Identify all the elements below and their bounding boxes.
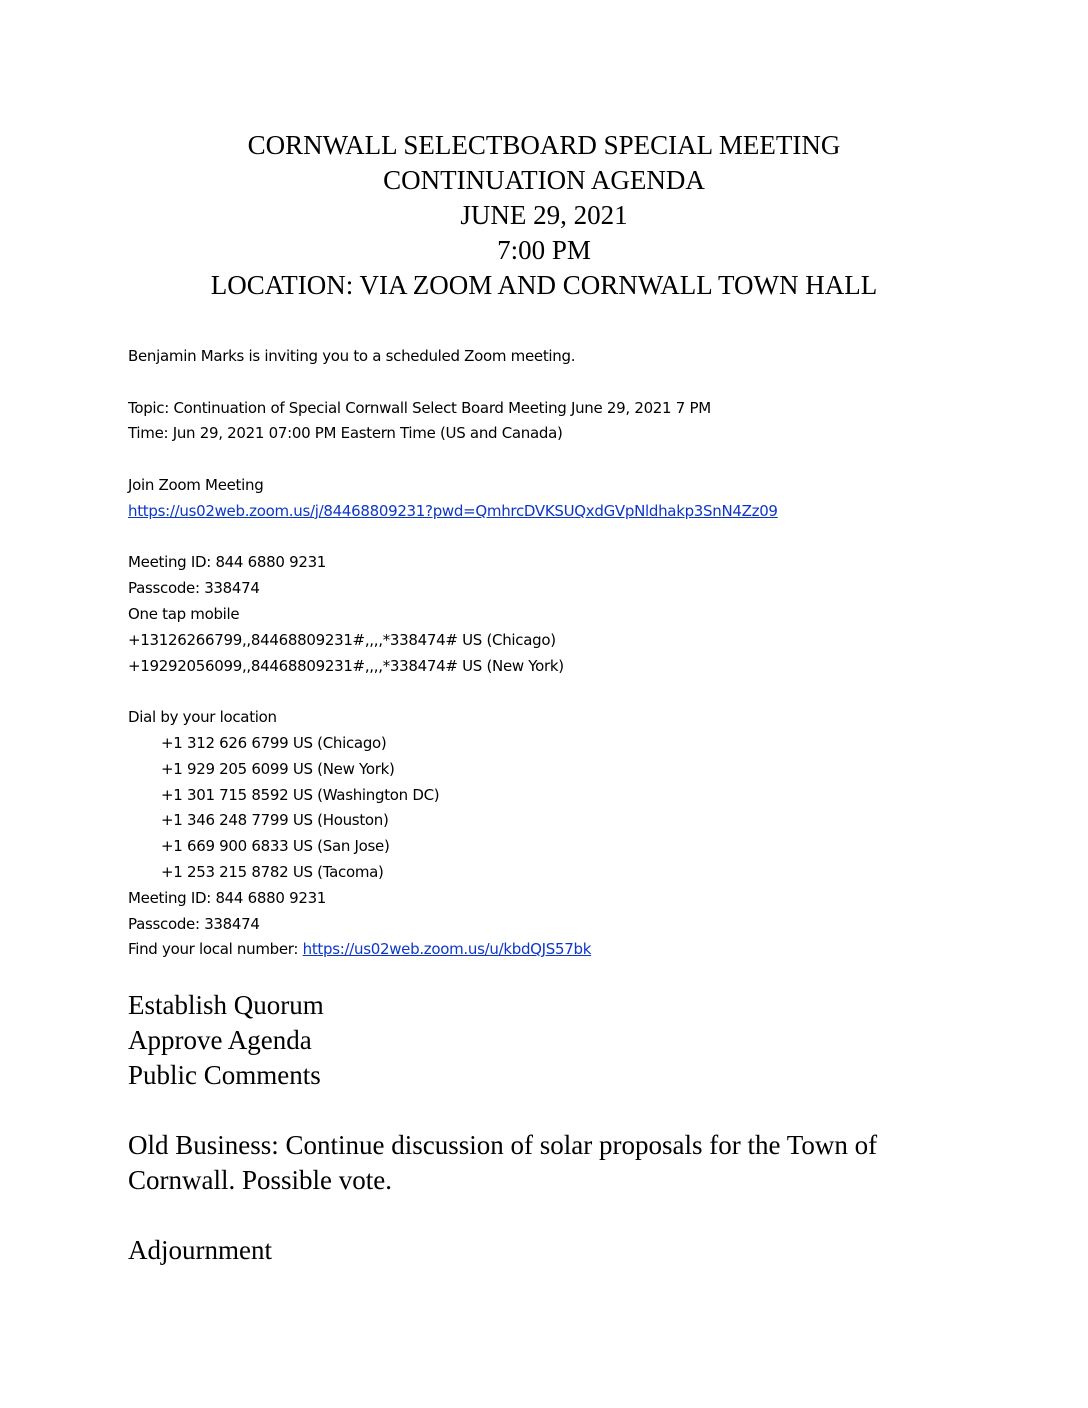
agenda-items xyxy=(128,988,1028,1268)
spacer xyxy=(128,1093,1028,1128)
spacer xyxy=(128,1198,1028,1233)
meeting-topic: Topic: Continuation of Special Cornwall Select Board Meeting June 29, 2021 7 PM xyxy=(128,398,711,417)
agenda-item: Public Comments xyxy=(128,1060,321,1090)
join-label: Join Zoom Meeting xyxy=(128,475,264,494)
spacer xyxy=(128,370,1028,396)
one-tap-number: +13126266799,,84468809231#,,,,*338474# US (Chicago) xyxy=(128,630,556,649)
find-local-number-link[interactable]: https://us02web.zoom.us/u/kbdQJS57bk xyxy=(302,940,592,959)
dial-number: +1 253 215 8782 US (Tacoma) xyxy=(161,862,384,881)
join-link-row xyxy=(128,499,1028,525)
spacer xyxy=(128,447,1028,473)
adjournment: Adjournment xyxy=(128,1235,272,1265)
zoom-invitation xyxy=(128,344,1028,963)
document-header xyxy=(0,128,1088,303)
spacer xyxy=(128,525,1028,551)
passcode: Passcode: 338474 xyxy=(128,579,260,598)
dial-number: +1 312 626 6799 US (Chicago) xyxy=(161,733,387,752)
find-local-row xyxy=(128,937,1028,963)
agenda-item: Establish Quorum xyxy=(128,990,324,1020)
dial-number: +1 301 715 8592 US (Washington DC) xyxy=(161,785,440,804)
find-local-label: Find your local number: xyxy=(128,940,303,959)
passcode-repeat: Passcode: 338474 xyxy=(128,914,260,933)
header-date: JUNE 29, 2021 xyxy=(460,200,628,230)
header-location: LOCATION: VIA ZOOM AND CORNWALL TOWN HALL xyxy=(210,270,878,300)
agenda-item: Approve Agenda xyxy=(128,1025,312,1055)
invite-text: Benjamin Marks is inviting you to a scheduled Zoom meeting. xyxy=(128,347,576,365)
meeting-id-repeat: Meeting ID: 844 6880 9231 xyxy=(128,888,327,907)
old-business-line: Cornwall. Possible vote. xyxy=(128,1165,392,1195)
header-time: 7:00 PM xyxy=(497,235,591,265)
join-meeting-link[interactable]: https://us02web.zoom.us/j/84468809231?pwd=QmhrcDVKSUQxdGVpNldhakp3SnN4Zz09 xyxy=(128,501,778,520)
dial-number: +1 346 248 7799 US (Houston) xyxy=(161,811,389,830)
meeting-id: Meeting ID: 844 6880 9231 xyxy=(128,553,327,572)
one-tap-number: +19292056099,,84468809231#,,,,*338474# US (New York) xyxy=(128,656,564,675)
one-tap-label: One tap mobile xyxy=(128,604,240,623)
dial-number: +1 929 205 6099 US (New York) xyxy=(161,759,395,778)
header-subtitle: CONTINUATION AGENDA xyxy=(383,165,705,195)
dial-label: Dial by your location xyxy=(128,708,277,727)
spacer xyxy=(128,679,1028,705)
old-business-line: Old Business: Continue discussion of solar proposals for the Town of xyxy=(128,1130,878,1160)
header-title: CORNWALL SELECTBOARD SPECIAL MEETING xyxy=(247,130,841,160)
dial-number: +1 669 900 6833 US (San Jose) xyxy=(161,837,390,856)
meeting-time: Time: Jun 29, 2021 07:00 PM Eastern Time (US and Canada) xyxy=(128,424,563,443)
